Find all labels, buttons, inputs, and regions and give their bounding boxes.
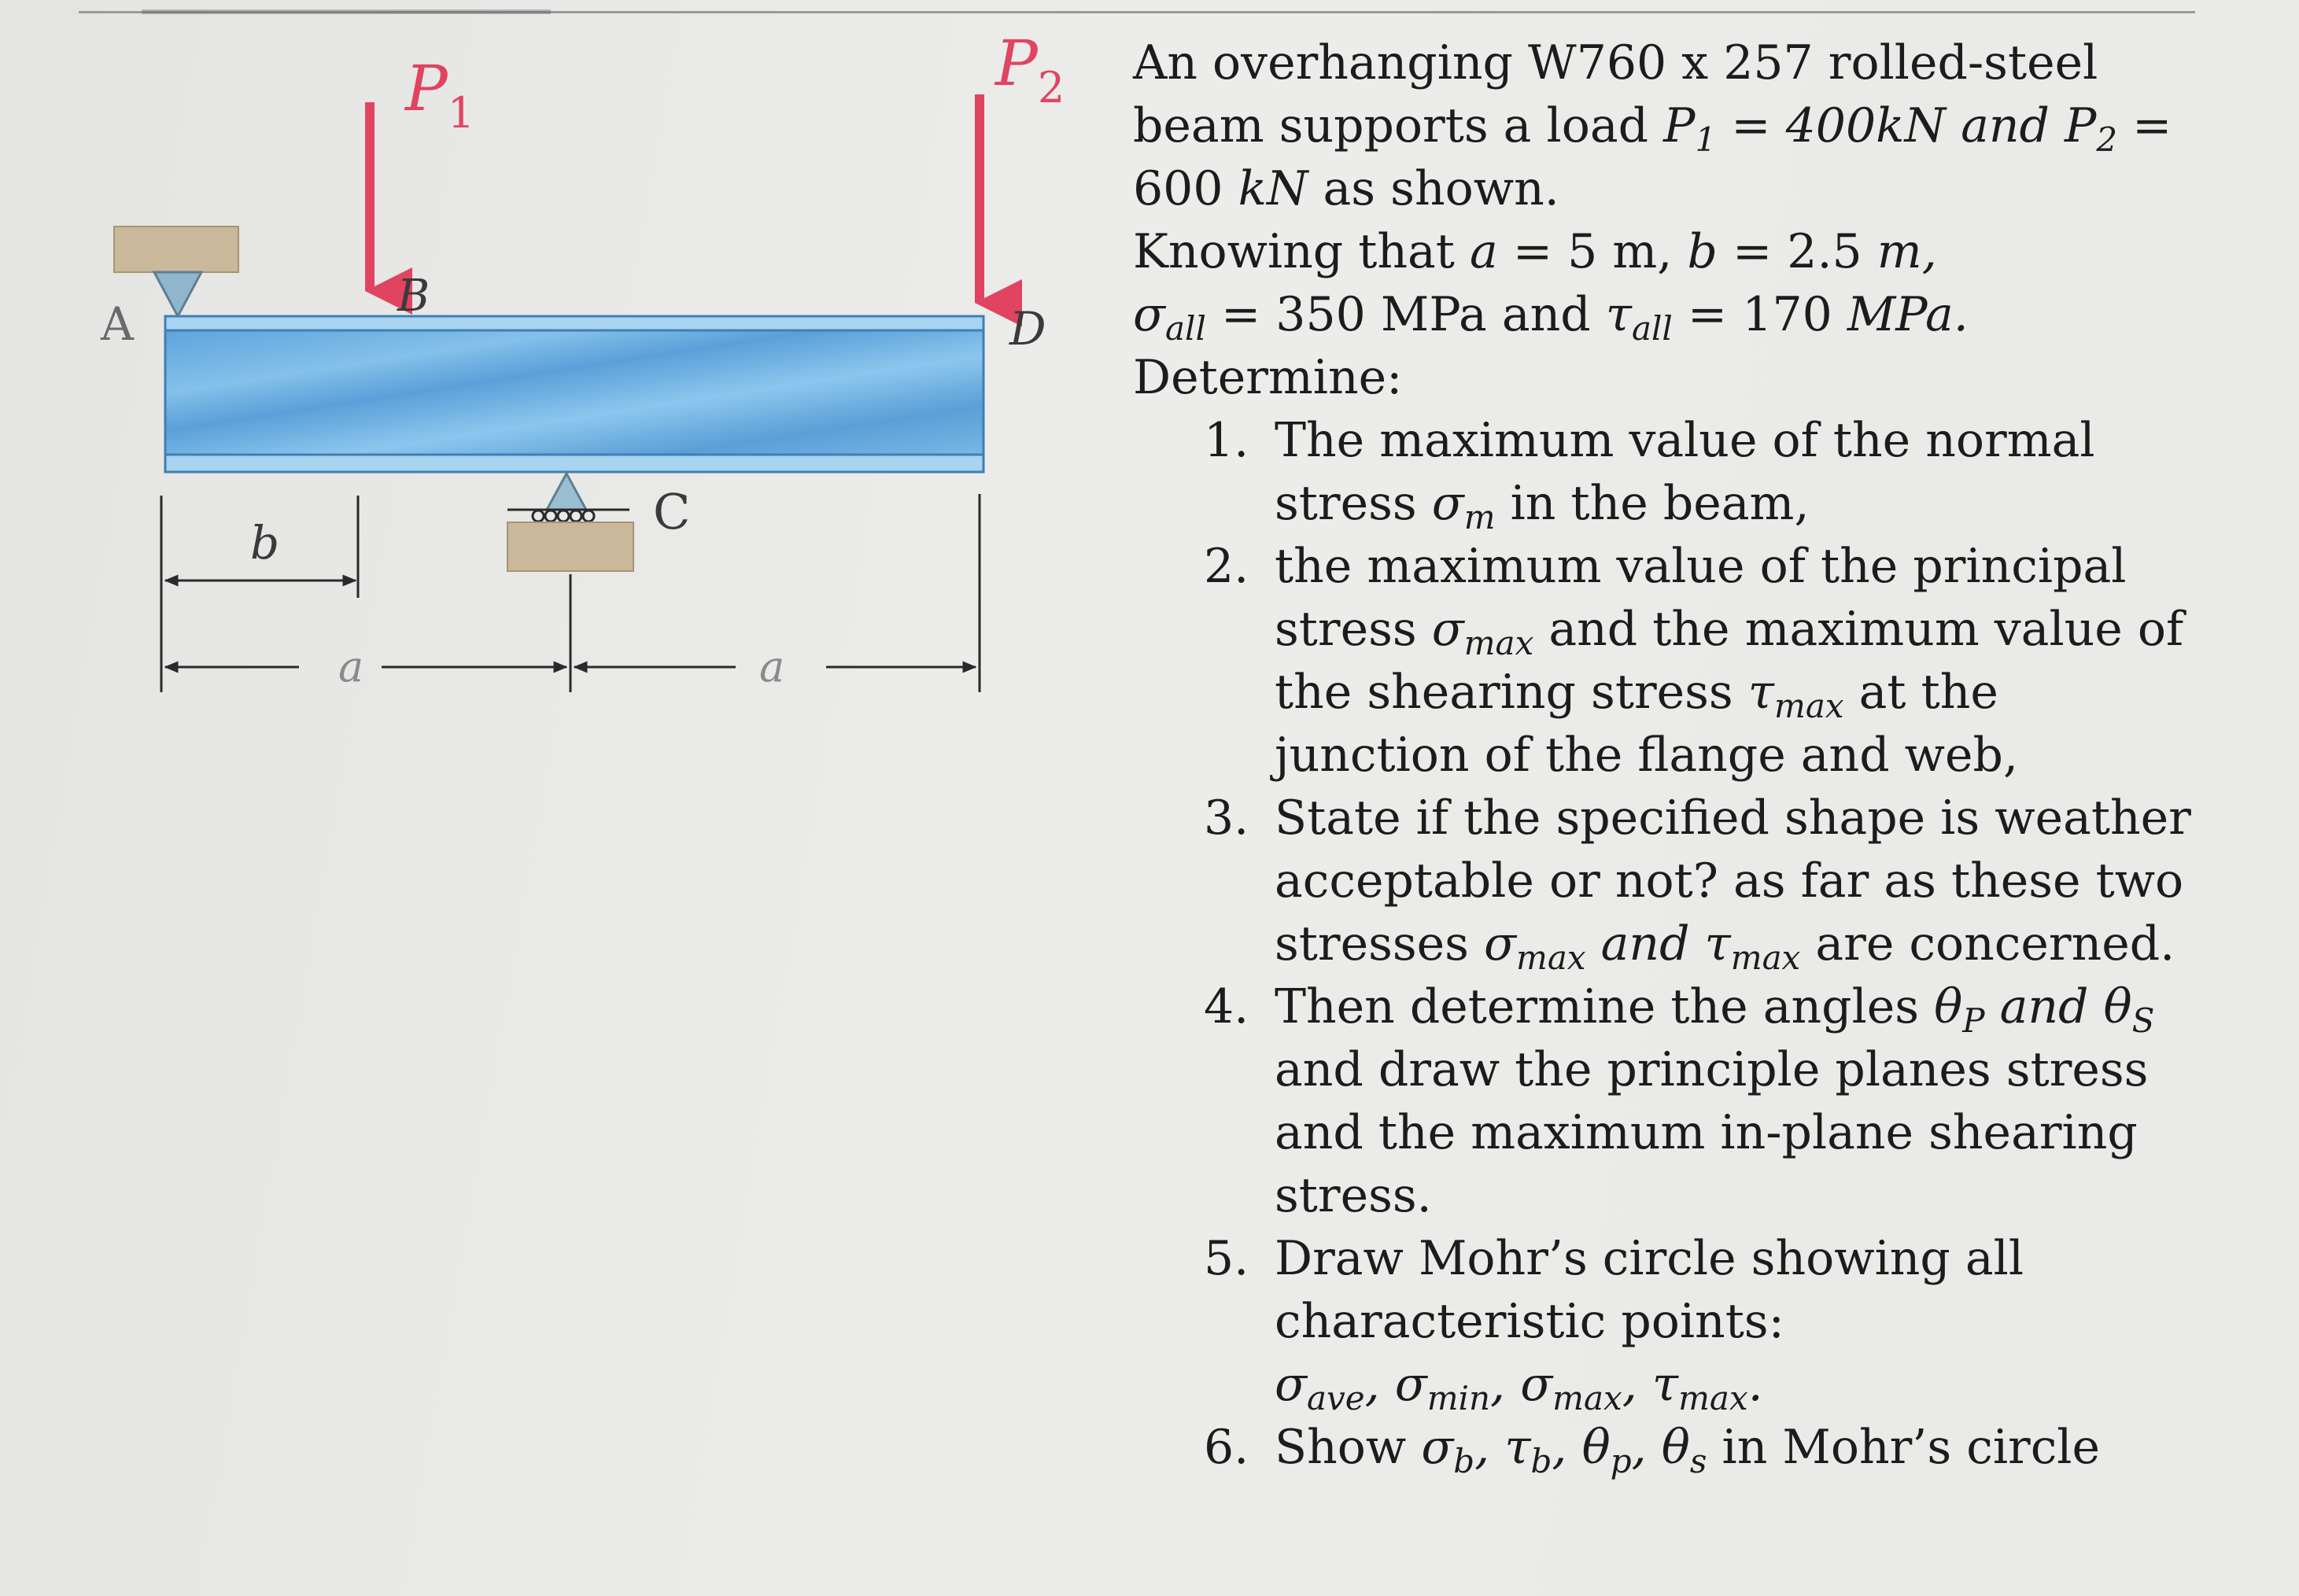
label-C: C — [653, 483, 691, 540]
intro-line-5: $\sigma_{all} = 350$ MPa and $\tau_{all} = 170$ MPa. — [1133, 287, 1969, 348]
intro-line-1: An overhanging W760 x 257 rolled-steel — [1133, 35, 2098, 90]
label-B: B — [397, 271, 430, 322]
intro-line-4: Knowing that a = 5 m, b = 2.5 m, — [1133, 224, 1937, 279]
list-item: 3. State if the specified shape is weather acceptable or not? as far as these two stresses $\sigma_{max}$ and $\tau_{max}$ are concerned. — [1204, 791, 2191, 977]
label-b: b — [250, 516, 280, 569]
label-D: D — [1009, 302, 1046, 356]
label-a-left: a — [338, 642, 364, 691]
problem-statement — [1133, 31, 2266, 1479]
list-item: 5. Draw Mohr’s circle showing all characteristic points: $\sigma_{ave}$, $\sigma_{min}$, $\sigma_{max}$, $\tau_{max}$. — [1204, 1231, 2024, 1417]
list-item: 4. Then determine the angles $\theta_P$ and $\theta_S$ and draw the principle planes stress and the maximum in-plane shearing stress. — [1204, 979, 2155, 1223]
list-item: 1. The maximum value of the normal stress $\sigma_m$ in the beam, — [1204, 413, 2095, 536]
intro-line-6: Determine: — [1133, 350, 1403, 405]
support-C — [507, 474, 633, 571]
label-P1: $P_1$ — [405, 52, 475, 138]
beam — [165, 316, 983, 472]
beam-figure — [0, 0, 1102, 787]
intro-line-2: beam supports a load $P_1 = 400kN$ and $P_2$ = — [1133, 98, 2172, 159]
label-a-right: a — [759, 642, 785, 691]
intro-line-3: 600 kN as shown. — [1133, 161, 1559, 216]
label-P2: $P_2$ — [995, 27, 1065, 112]
label-A: A — [101, 297, 134, 351]
list-item: 2. the maximum value of the principal stress $\sigma_{max}$ and the maximum value of the shearing stress $\tau_{max}$ at the junction of the flange and web, — [1204, 539, 2184, 783]
list-item: 6. Show $\sigma_b$, $\tau_b$, $\theta_p$, $\theta_s$ in Mohr’s circle — [1204, 1420, 2101, 1480]
